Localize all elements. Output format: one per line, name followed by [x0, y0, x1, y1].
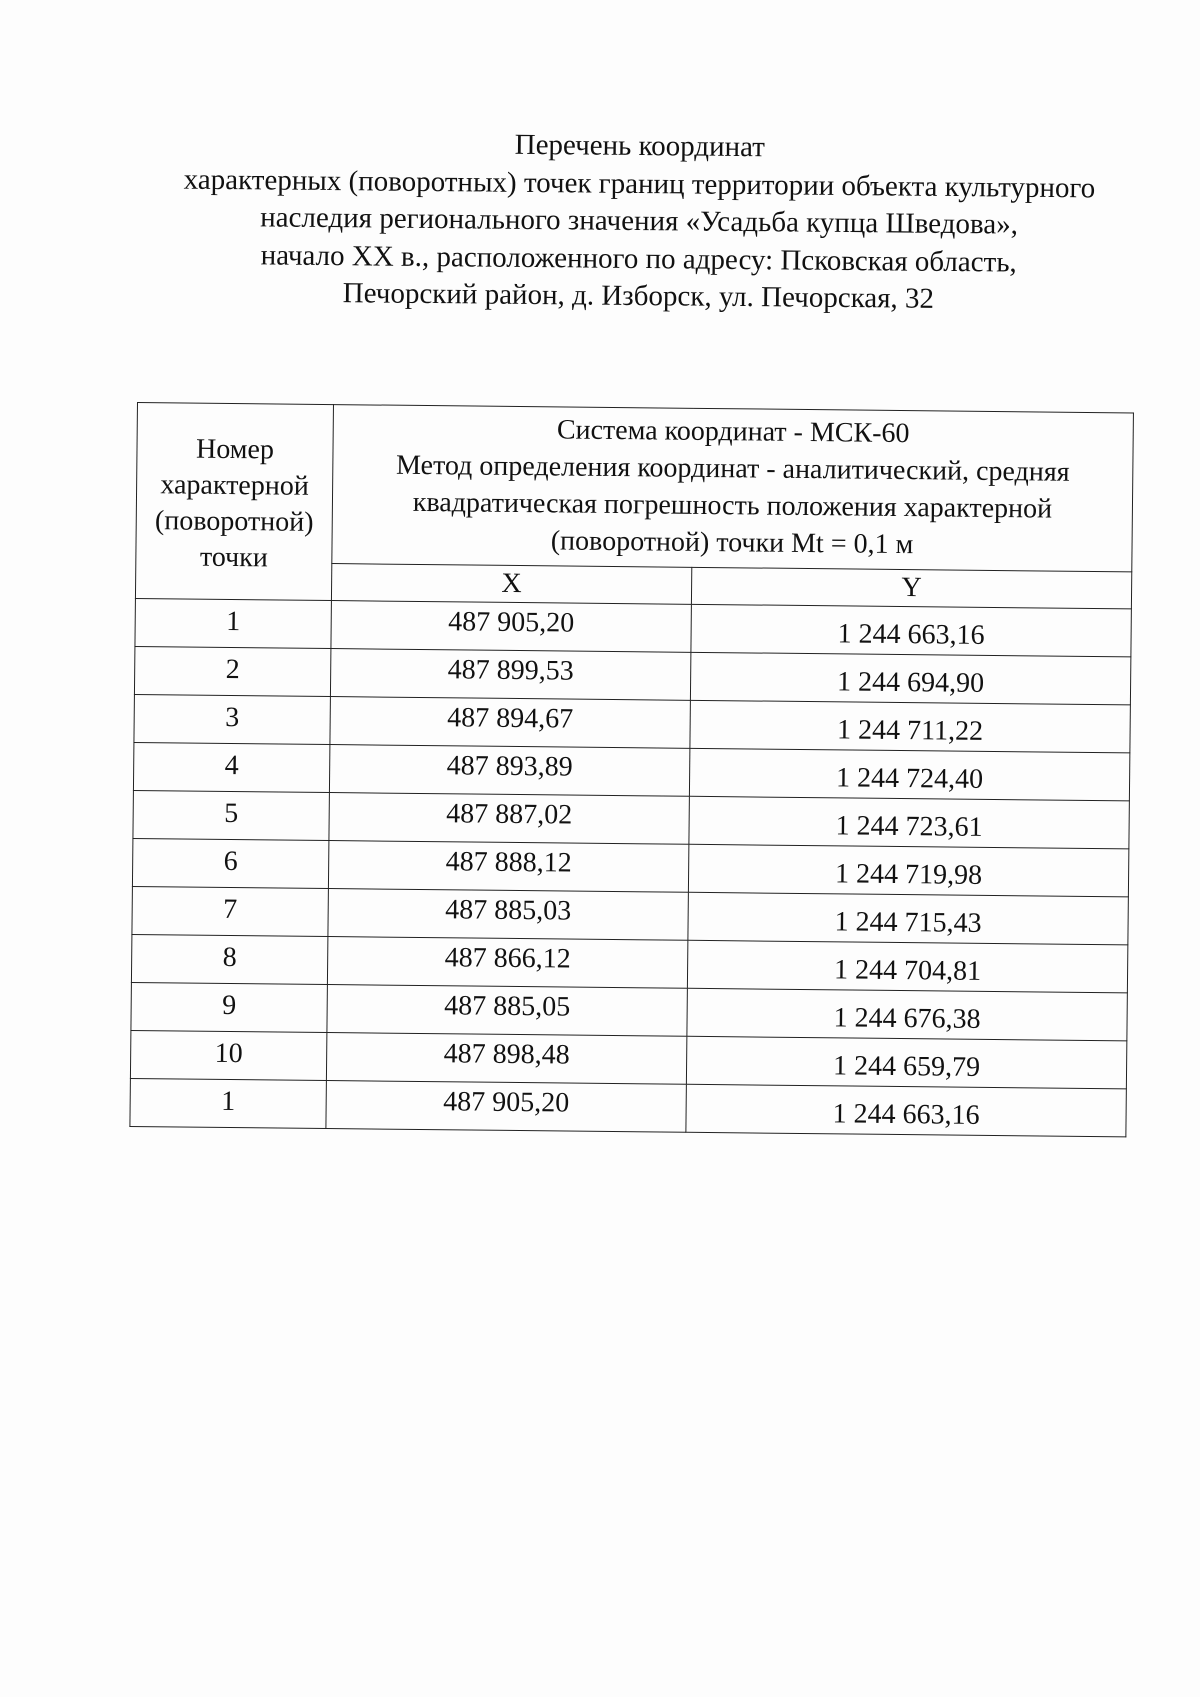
- heading-line-3: наследия регионального значения «Усадьба купца Шведова»,: [260, 201, 1019, 241]
- x-coordinate-cell: 487 905,20: [326, 1081, 686, 1133]
- y-coordinate-cell: 1 244 704,81: [687, 940, 1127, 993]
- coordinate-system-header-line: Система координат - МСК-60: [556, 414, 910, 450]
- point-number-cell: 6: [132, 838, 328, 888]
- x-coordinate-cell: 487 899,53: [330, 649, 690, 701]
- coordinate-system-header: [332, 405, 1134, 572]
- document-heading: [148, 123, 1130, 320]
- point-number-cell: 4: [133, 742, 329, 792]
- coordinate-system-header-line: квадратическая погрешность положения характерной: [412, 486, 1053, 525]
- y-coordinate-cell: 1 244 694,90: [690, 652, 1130, 705]
- point-number-cell: 8: [131, 934, 327, 984]
- heading-line-1: Перечень координат: [514, 128, 766, 164]
- point-number-header-line: Номер: [195, 433, 275, 465]
- point-number-cell: 5: [133, 790, 329, 840]
- point-number-header-line: точки: [199, 541, 268, 573]
- coordinate-system-header-line: Метод определения координат - аналитический, средняя: [395, 449, 1070, 488]
- coordinate-system-header-line: (поворотной) точки Mt = 0,1 м: [550, 525, 914, 561]
- x-coordinate-cell: 487 866,12: [327, 937, 687, 989]
- point-number-cell: 2: [134, 646, 330, 696]
- y-coordinate-cell: 1 244 659,79: [686, 1036, 1126, 1089]
- x-coordinate-cell: 487 893,89: [329, 745, 689, 797]
- point-number-cell: 3: [134, 694, 330, 744]
- point-number-cell: 1: [135, 598, 331, 648]
- y-coordinate-cell: 1 244 719,98: [688, 844, 1128, 897]
- heading-line-5: Печорский район, д. Изборск, ул. Печорская, 32: [342, 277, 935, 315]
- y-coordinate-cell: 1 244 663,16: [686, 1084, 1126, 1137]
- table-row: [130, 1078, 1126, 1136]
- point-number-header: [135, 403, 333, 601]
- y-coordinate-cell: 1 244 676,38: [687, 988, 1127, 1041]
- x-coordinate-cell: 487 888,12: [328, 841, 688, 893]
- x-column-header: X: [331, 564, 691, 605]
- y-coordinate-cell: 1 244 715,43: [688, 892, 1128, 945]
- point-number-cell: 1: [130, 1078, 326, 1128]
- x-coordinate-cell: 487 885,03: [328, 889, 688, 941]
- heading-line-2: характерных (поворотных) точек границ территории объекта культурного: [183, 163, 1096, 204]
- heading-line-4: начало XX в., расположенного по адресу: Псковская область,: [260, 238, 1017, 279]
- x-coordinate-cell: 487 905,20: [331, 601, 691, 653]
- coordinates-table-body: [130, 598, 1131, 1136]
- x-coordinate-cell: 487 898,48: [326, 1033, 686, 1085]
- y-coordinate-cell: 1 244 723,61: [689, 796, 1129, 849]
- y-coordinate-cell: 1 244 663,16: [691, 604, 1131, 657]
- point-number-cell: 9: [131, 982, 327, 1032]
- coordinates-table-wrapper: [129, 402, 1133, 1137]
- y-column-header: Y: [691, 567, 1131, 609]
- y-coordinate-cell: 1 244 711,22: [690, 700, 1130, 753]
- x-coordinate-cell: 487 894,67: [330, 697, 690, 749]
- point-number-cell: 10: [130, 1030, 326, 1080]
- y-coordinate-cell: 1 244 724,40: [689, 748, 1129, 801]
- coordinates-table: [129, 402, 1134, 1137]
- x-coordinate-cell: 487 885,05: [327, 985, 687, 1037]
- point-number-cell: 7: [132, 886, 328, 936]
- point-number-header-line: (поворотной): [154, 504, 314, 538]
- x-coordinate-cell: 487 887,02: [329, 793, 689, 845]
- point-number-header-line: характерной: [160, 468, 309, 502]
